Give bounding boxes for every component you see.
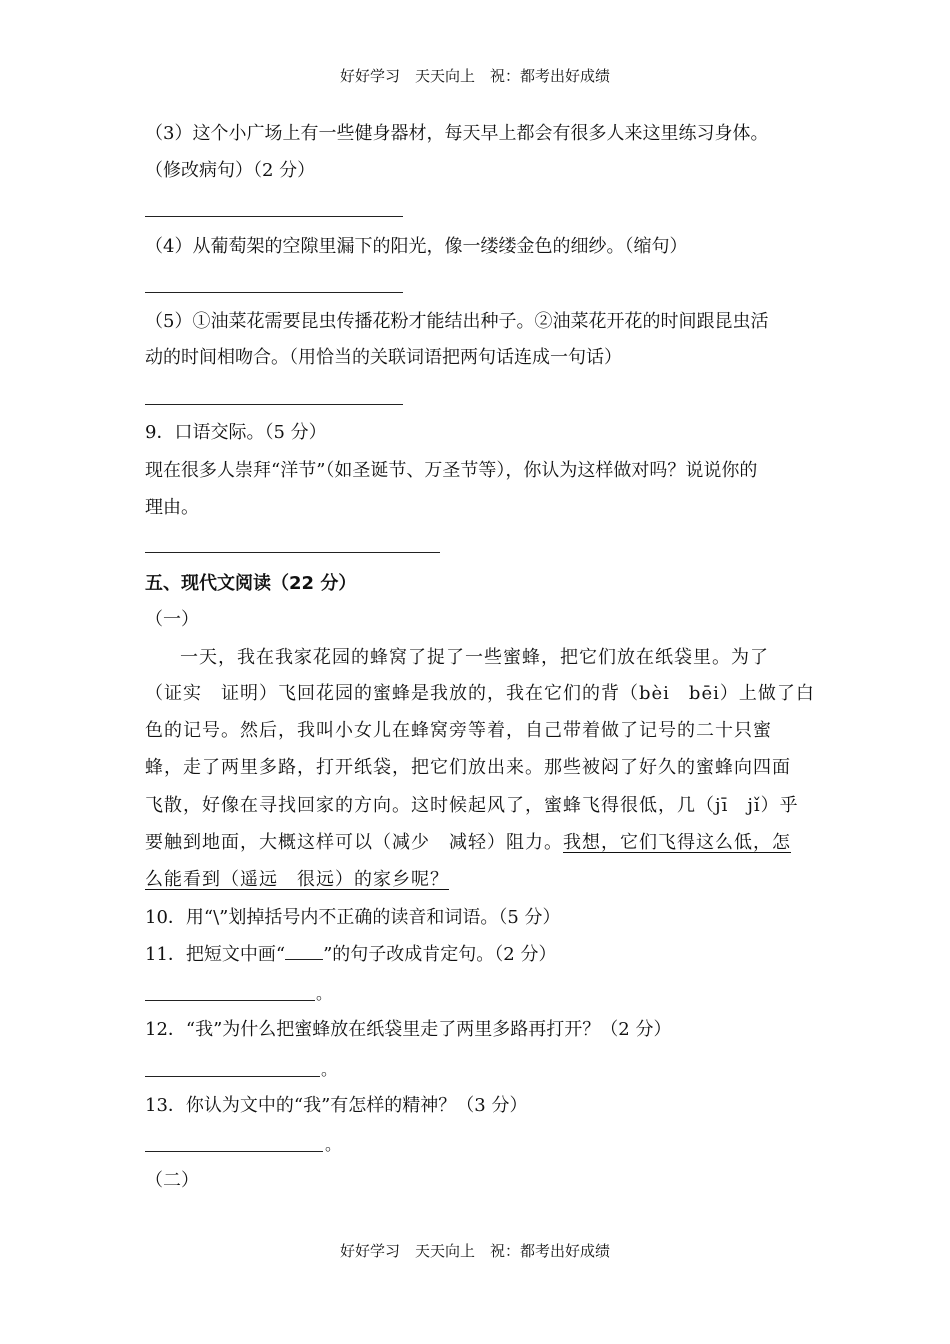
passage-line-7 [145, 868, 449, 892]
section5-part2-label: （二） [145, 1170, 199, 1191]
q9-answer-blank[interactable] [145, 552, 440, 553]
passage-line-1: 一天，我在我家花园的蜂窝了捉了一些蜜蜂，把它们放在纸袋里。为了 [180, 647, 769, 668]
q3-answer-blank[interactable] [145, 216, 403, 217]
passage-line-2: （证实 证明）飞回花园的蜜蜂是我放的，我在它们的背（bèi bēi）上做了白 [145, 683, 815, 704]
underlined-sentence-part2: 么能看到（遥远 很远）的家乡呢？ [145, 869, 449, 890]
q12-period: 。 [321, 1060, 338, 1079]
page-header: 好好学习 天天向上 祝：都考出好成绩 [339, 67, 610, 85]
q11-period: 。 [316, 984, 333, 1003]
q11-answer-blank[interactable] [145, 1000, 315, 1001]
q11-text-b: ”的句子改成肯定句。（2 分） [323, 944, 557, 965]
q4-answer-blank[interactable] [145, 292, 403, 293]
q3-line1: （3）这个小广场上有一些健身器材，每天早上都会有很多人来这里练习身体。 [145, 123, 769, 144]
q3-line2: （修改病句）（2 分） [145, 160, 316, 181]
passage-line-5: 飞散，好像在寻找回家的方向。这时候起风了，蜜蜂飞得很低，几（jī jǐ）乎 [145, 795, 799, 816]
q5-line1: （5）①油菜花需要昆虫传播花粉才能结出种子。②油菜花开花的时间跟昆虫活 [145, 311, 769, 332]
section5-part1-label: （一） [145, 609, 199, 630]
q13-answer-blank[interactable] [145, 1151, 323, 1152]
q9-line1: 现在很多人崇拜“洋节”（如圣诞节、万圣节等），你认为这样做对吗？说说你的 [145, 460, 758, 481]
q11 [145, 943, 556, 967]
q13-period: 。 [325, 1135, 342, 1154]
q12: 12．“我”为什么把蜜蜂放在纸袋里走了两里多路再打开？（2 分） [145, 1019, 672, 1040]
page-footer: 好好学习 天天向上 祝：都考出好成绩 [339, 1242, 610, 1260]
q11-underline-mark [285, 945, 323, 960]
q5-answer-blank[interactable] [145, 404, 403, 405]
q10: 10．用“\”划掉括号内不正确的读音和词语。（5 分） [145, 907, 561, 928]
q12-answer-blank[interactable] [145, 1076, 320, 1077]
q9-title: 9．口语交际。（5 分） [145, 422, 327, 443]
q13: 13．你认为文中的“我”有怎样的精神？（3 分） [145, 1095, 528, 1116]
underlined-sentence-part1: 我想，它们飞得这么低，怎 [563, 832, 791, 853]
passage-line-6-text: 要触到地面，大概这样可以（减少 减轻）阻力。 [145, 832, 563, 853]
q11-text-a: 11．把短文中画“ [145, 944, 286, 965]
passage-line-4: 蜂，走了两里多路，打开纸袋，把它们放出来。那些被闷了好久的蜜蜂向四面 [145, 757, 791, 778]
passage-line-3: 色的记号。然后，我叫小女儿在蜂窝旁等着，自己带着做了记号的二十只蜜 [145, 720, 772, 741]
q5-line2: 动的时间相吻合。（用恰当的关联词语把两句话连成一句话） [145, 347, 622, 368]
q4-line1: （4）从葡萄架的空隙里漏下的阳光，像一缕缕金色的细纱。（缩句） [145, 236, 688, 257]
q9-line2: 理由。 [145, 497, 199, 518]
section5-heading: 五、现代文阅读（22 分） [145, 573, 357, 594]
passage-line-6 [145, 831, 791, 855]
